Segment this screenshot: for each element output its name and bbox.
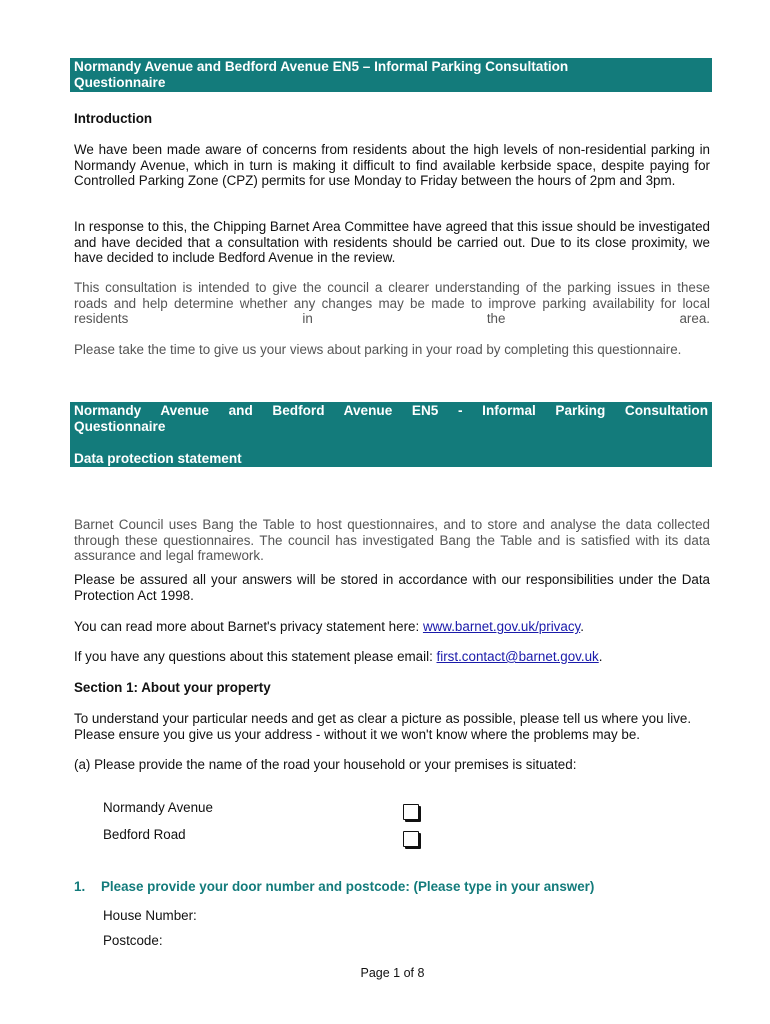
data-protection-heading: Data protection statement <box>74 451 242 466</box>
intro-paragraph-2: In response to this, the Chipping Barnet Area Committee have agreed that this issue should be investigated and have decided that a consultation with residents should be carried out. Due to its close proximity, we have decided to include Bedford Avenue in the review. <box>74 219 710 265</box>
privacy-prefix: You can read more about Barnet's privacy statement here: <box>74 619 423 634</box>
question-a: (a) Please provide the name of the road your household or your premises is situated: <box>74 757 577 772</box>
option-bedford-road-label: Bedford Road <box>103 827 186 842</box>
email-prefix: If you have any questions about this statement please email: <box>74 649 437 664</box>
option-bedford-road-checkbox[interactable] <box>403 831 419 847</box>
house-number-label: House Number: <box>103 908 197 923</box>
intro-paragraph-3: This consultation is intended to give the council a clearer understanding of the parking issues in these roads and help determine whether any changes may be made to improve parking availability for local residents in the area. <box>74 280 710 326</box>
email-line <box>74 649 710 665</box>
band2-title-line2: Questionnaire <box>74 419 166 434</box>
question-1-number: 1. <box>74 879 86 894</box>
intro-paragraph-1: We have been made aware of concerns from residents about the high levels of non-residential parking in Normandy Avenue, which in turn is making it difficult to find available kerbside space, despite paying for Controlled Parking Zone (CPZ) permits for use Monday to Friday between the hours of 2pm and 3pm. <box>74 142 710 188</box>
privacy-statement-line <box>74 619 710 635</box>
option-normandy-avenue-label: Normandy Avenue <box>103 800 213 815</box>
page-number: Page 1 of 8 <box>360 966 425 980</box>
email-link[interactable]: first.contact@barnet.gov.uk <box>436 649 599 664</box>
intro-paragraph-4: Please take the time to give us your views about parking in your road by completing this questionnaire. <box>74 342 682 357</box>
dp-paragraph-1: Barnet Council uses Bang the Table to host questionnaires, and to store and analyse the data collected through these questionnaires. The council has investigated Bang the Table and is satisfied with its data assurance and legal framework. <box>74 517 710 563</box>
header-band <box>70 58 712 92</box>
email-suffix: . <box>598 649 603 664</box>
band-title-line2: Questionnaire <box>74 75 166 90</box>
data-protection-band <box>70 402 712 467</box>
privacy-link[interactable]: www.barnet.gov.uk/privacy <box>422 619 581 634</box>
option-normandy-avenue-checkbox[interactable] <box>403 804 419 820</box>
question-1-text: Please provide your door number and postcode: (Please type in your answer) <box>101 879 595 894</box>
postcode-label: Postcode: <box>103 933 163 948</box>
question-1 <box>74 879 594 894</box>
section1-heading: Section 1: About your property <box>74 680 271 695</box>
privacy-suffix: . <box>580 619 584 634</box>
band2-title-line1: Normandy Avenue and Bedford Avenue EN5 - Informal Parking Consultation <box>74 403 708 418</box>
section1-intro: To understand your particular needs and get as clear a picture as possible, please tell us where you live. Please ensure you give us your address - without it we won't know where the problems may be. <box>74 711 692 742</box>
introduction-heading: Introduction <box>74 111 153 126</box>
band-title-line1: Normandy Avenue and Bedford Avenue EN5 – Informal Parking Consultation <box>74 59 569 74</box>
dp-paragraph-2: Please be assured all your answers will be stored in accordance with our responsibilities under the Data Protection Act 1998. <box>74 572 710 603</box>
